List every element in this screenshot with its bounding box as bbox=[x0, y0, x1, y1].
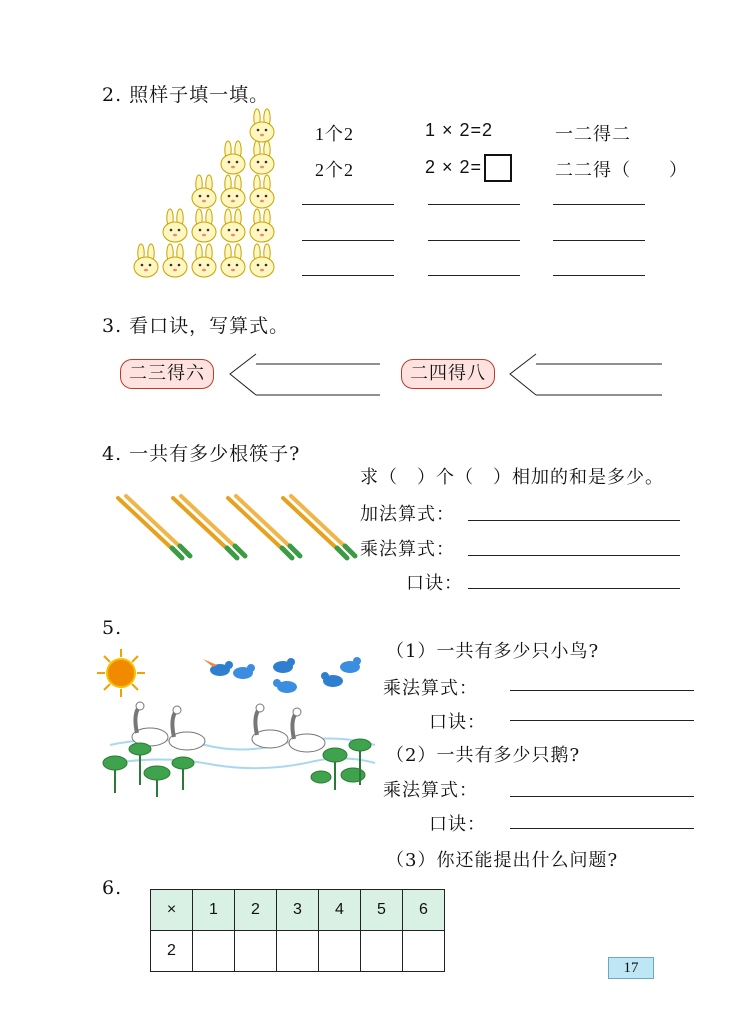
q4-add-label: 加法算式： bbox=[360, 504, 455, 525]
rabbit-staircase bbox=[128, 108, 288, 283]
table-header-row bbox=[151, 890, 445, 931]
rhyme-pill-2: 二四得八 bbox=[401, 359, 495, 389]
table-answer-cell[interactable] bbox=[235, 931, 277, 972]
table-header-cell: 6 bbox=[403, 890, 445, 931]
q5-rhyme-label-1: 口诀： bbox=[429, 712, 486, 733]
table-header-cell: × bbox=[151, 890, 193, 931]
table-answer-cell[interactable] bbox=[277, 931, 319, 972]
goose-icon bbox=[132, 702, 168, 746]
table-answer-cell[interactable] bbox=[193, 931, 235, 972]
answer-line[interactable] bbox=[510, 828, 694, 829]
answer-line[interactable] bbox=[468, 588, 680, 589]
page-number: 17 bbox=[608, 957, 654, 979]
table-row-label: 2 bbox=[151, 931, 193, 972]
bracket-lines-2 bbox=[508, 352, 668, 398]
answer-line[interactable] bbox=[553, 275, 645, 276]
q5-sub2: （2）一共有多少只鹅? bbox=[386, 745, 581, 766]
q5-sub3: （3）你还能提出什么问题? bbox=[386, 850, 619, 871]
answer-line[interactable] bbox=[428, 275, 520, 276]
table-answer-cell[interactable] bbox=[403, 931, 445, 972]
bracket-lines-1 bbox=[228, 352, 388, 398]
q3-title: 3. 看口诀，写算式。 bbox=[102, 315, 290, 337]
q2-row2-expr: 2 × 2= bbox=[425, 156, 483, 177]
q2-row1-rhyme: 一二得二 bbox=[555, 124, 631, 145]
table-header-cell: 4 bbox=[319, 890, 361, 931]
table-header-cell: 1 bbox=[193, 890, 235, 931]
q4-question: 求（ ）个（ ）相加的和是多少。 bbox=[360, 467, 664, 488]
answer-line[interactable] bbox=[553, 240, 645, 241]
answer-line[interactable] bbox=[428, 204, 520, 205]
q5-mul-label-2: 乘法算式： bbox=[383, 780, 478, 801]
q2-title: 2. 照样子填一填。 bbox=[102, 84, 270, 106]
q2-row1-count: 1个2 bbox=[315, 124, 354, 144]
q4-title: 4. 一共有多少根筷子? bbox=[102, 443, 301, 465]
q5-rhyme-label-2: 口诀： bbox=[429, 814, 486, 835]
q6-title: 6. bbox=[102, 877, 123, 899]
rhyme-pill-1: 二三得六 bbox=[120, 359, 214, 389]
q5-mul-label-1: 乘法算式： bbox=[383, 678, 478, 699]
answer-line[interactable] bbox=[302, 240, 394, 241]
answer-line[interactable] bbox=[468, 555, 680, 556]
answer-line[interactable] bbox=[302, 204, 394, 205]
answer-line[interactable] bbox=[510, 690, 694, 691]
answer-line[interactable] bbox=[302, 275, 394, 276]
q4-rhyme-label: 口诀： bbox=[406, 573, 463, 594]
q5-title: 5. bbox=[102, 617, 123, 639]
table-answer-cell[interactable] bbox=[361, 931, 403, 972]
answer-line[interactable] bbox=[468, 520, 680, 521]
answer-box[interactable] bbox=[484, 154, 512, 182]
q2-row1-expr: 1 × 2=2 bbox=[425, 120, 494, 140]
answer-line[interactable] bbox=[428, 240, 520, 241]
table-answer-cell[interactable] bbox=[319, 931, 361, 972]
table-header-cell: 5 bbox=[361, 890, 403, 931]
q2-row2-rhyme: 二二得（ ） bbox=[555, 160, 688, 181]
bird-icon bbox=[203, 659, 233, 676]
answer-line[interactable] bbox=[510, 720, 694, 721]
table-header-cell: 3 bbox=[277, 890, 319, 931]
rabbit-icon bbox=[250, 109, 274, 142]
sun-icon bbox=[97, 649, 145, 697]
q5-sub1: （1）一共有多少只小鸟? bbox=[386, 641, 600, 662]
table-header-cell: 2 bbox=[235, 890, 277, 931]
answer-line[interactable] bbox=[510, 796, 694, 797]
table-row bbox=[151, 931, 445, 972]
answer-line[interactable] bbox=[553, 204, 645, 205]
q4-mul-label: 乘法算式： bbox=[360, 539, 455, 560]
lotus-leaf-icon bbox=[103, 739, 371, 783]
birds-geese-illustration bbox=[95, 645, 380, 805]
q2-row2-count: 2个2 bbox=[315, 160, 354, 180]
multiplication-table bbox=[150, 889, 445, 972]
chopsticks-illustration bbox=[110, 492, 360, 572]
